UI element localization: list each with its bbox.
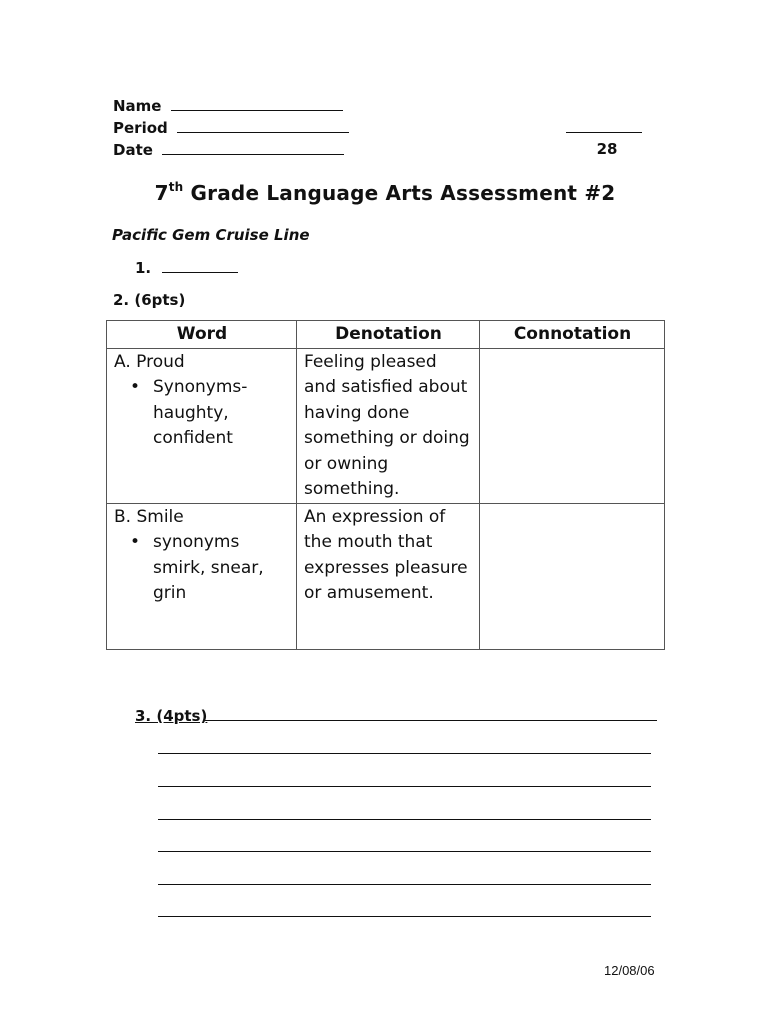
synonym-bullet (114, 530, 290, 607)
header-word: Word (107, 321, 297, 349)
period-label: Period (113, 119, 168, 137)
answer-line[interactable] (158, 786, 651, 787)
synonym-bullet (114, 375, 290, 452)
period-field[interactable] (113, 118, 349, 137)
connotation-cell[interactable] (480, 503, 665, 649)
synonym-text: Synonyms- haughty, confident (153, 377, 248, 448)
score-total: 28 (596, 140, 618, 158)
page-title (0, 180, 770, 205)
table-row (107, 503, 665, 649)
question-1-label: 1. (135, 259, 152, 277)
word-cell (107, 348, 297, 503)
word-label: B. Smile (114, 506, 184, 527)
passage-title: Pacific Gem Cruise Line (112, 226, 310, 244)
word-label: A. Proud (114, 351, 185, 372)
date-blank[interactable] (162, 140, 344, 155)
title-number: 7 (154, 181, 169, 205)
bullet-icon: • (130, 377, 141, 397)
question-2-label: 2. (6pts) (113, 291, 186, 309)
footer-date: 12/08/06 (604, 963, 655, 978)
name-label: Name (113, 97, 162, 115)
denotation-cell: Feeling pleased and satisfied about having done something or doing or owning something. (297, 348, 480, 503)
title-superscript: th (168, 180, 184, 194)
answer-line[interactable] (158, 884, 651, 885)
question-1[interactable] (135, 258, 238, 277)
title-text: Grade Language Arts Assessment #2 (190, 181, 616, 205)
name-field[interactable] (113, 96, 343, 115)
denotation-cell: An expression of the mouth that expresses pleasure or amusement. (297, 503, 480, 649)
header-denotation: Denotation (297, 321, 480, 349)
answer-line[interactable] (158, 819, 651, 820)
word-cell (107, 503, 297, 649)
bullet-icon: • (130, 532, 141, 552)
synonym-text: synonyms smirk, snear, grin (153, 532, 264, 603)
answer-line[interactable] (158, 916, 651, 917)
connotation-cell[interactable] (480, 348, 665, 503)
header-connotation: Connotation (480, 321, 665, 349)
date-field[interactable] (113, 140, 344, 159)
answer-line[interactable] (158, 851, 651, 852)
name-blank[interactable] (171, 96, 343, 111)
period-blank[interactable] (177, 118, 349, 133)
answer-line[interactable] (158, 753, 651, 754)
table-row (107, 348, 665, 503)
word-table (106, 320, 665, 650)
table-header-row (107, 321, 665, 349)
question-1-blank[interactable] (162, 258, 238, 273)
score-blank[interactable] (566, 117, 642, 133)
question-3[interactable] (135, 707, 207, 725)
answer-line[interactable] (203, 720, 657, 721)
question-3-label: 3. (4pts) (135, 707, 208, 725)
date-label: Date (113, 141, 153, 159)
